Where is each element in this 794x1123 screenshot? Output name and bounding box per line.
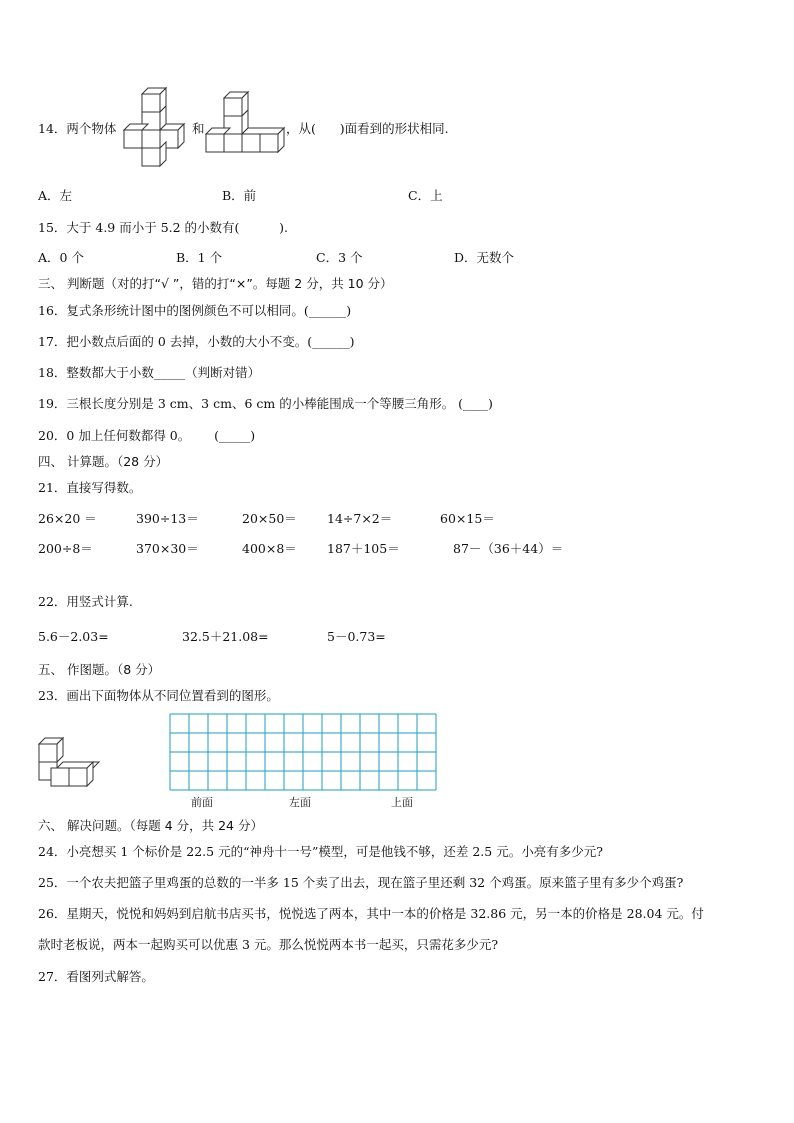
q14-prefix: 14．两个物体 (38, 121, 117, 136)
q21-r2-c1: 200÷8＝ (38, 541, 93, 556)
section-6-heading: 六、 解决问题。（每题 4 分，共 24 分） (38, 818, 263, 833)
q21-r1-c4: 14÷7×2＝ (327, 511, 393, 526)
q21-r2-c5: 87－（36＋44）＝ (453, 541, 564, 556)
q27: 27．看图列式解答。 (38, 969, 154, 984)
q21-r2-c3: 400×8＝ (242, 541, 297, 556)
q15-option-c: C．3 个 (316, 250, 363, 265)
q26-line-2: 款时老板说，两本一起购买可以优惠 3 元。那么悦悦两本书一起买，只需花多少元? (38, 937, 499, 952)
q17: 17．把小数点后面的 0 去掉，小数的大小不变。(______) (38, 334, 355, 349)
q23-cube-object (37, 738, 99, 792)
q15-option-b: B．1 个 (176, 250, 223, 265)
q22-title: 22．用竖式计算. (38, 594, 133, 609)
q21-r2-c2: 370×30＝ (136, 541, 199, 556)
q23-title: 23．画出下面物体从不同位置看到的图形。 (38, 688, 279, 703)
cube-object-2 (204, 92, 284, 164)
q21-r1-c2: 390÷13＝ (136, 511, 199, 526)
q16: 16．复式条形统计图中的图例颜色不可以相同。(______) (38, 303, 352, 318)
q15-option-d: D．无数个 (454, 250, 515, 265)
cube-object-1 (122, 84, 192, 174)
q21-r1-c1: 26×20 ＝ (38, 511, 97, 526)
q18: 18．整数都大于小数_____（判断对错） (38, 365, 261, 380)
q25: 25．一个农夫把篮子里鸡蛋的总数的一半多 15 个卖了出去，现在篮子里还剩 32 个鸡蛋。原来篮子里有多少个鸡蛋? (38, 875, 684, 890)
q24: 24．小亮想买 1 个标价是 22.5 元的“神舟十一号”模型，可是他钱不够，还差 2.5 元。小亮有多少元? (38, 844, 603, 859)
q26-line-1: 26．星期天，悦悦和妈妈到启航书店买书，悦悦选了两本，其中一本的价格是 32.86 元，另一本的价格是 28.04 元。付 (38, 906, 704, 921)
q14-mid: 和 (192, 121, 205, 136)
q22-item-2: 32.5＋21.08= (182, 629, 269, 644)
q14-option-c: C．上 (408, 188, 443, 203)
q21-r1-c3: 20×50＝ (242, 511, 297, 526)
q22-item-3: 5－0.73= (327, 629, 386, 644)
q15-option-a: A．0 个 (38, 250, 84, 265)
q23-drawing-grid[interactable] (170, 714, 436, 790)
section-5-heading: 五、 作图题。（8 分） (38, 662, 161, 677)
section-4-heading: 四、 计算题。（28 分） (38, 454, 169, 469)
q14-option-b: B．前 (222, 188, 257, 203)
q23-label-front: 前面 (191, 796, 213, 809)
q21-r1-c5: 60×15＝ (440, 511, 495, 526)
section-3-heading: 三、 判断题（对的打“√ ”，错的打“×”。每题 2 分，共 10 分） (38, 276, 393, 291)
q23-label-top: 上面 (391, 796, 413, 809)
q22-item-1: 5.6－2.03= (38, 629, 109, 644)
q14-option-a: A．左 (38, 188, 73, 203)
q23-label-left: 左面 (289, 796, 311, 809)
q21-r2-c4: 187＋105＝ (327, 541, 400, 556)
q21-title: 21．直接写得数。 (38, 480, 142, 495)
q15-text: 15．大于 4.9 而小于 5.2 的小数有( ). (38, 220, 289, 235)
q19: 19．三根长度分别是 3 cm、3 cm、6 cm 的小棒能围成一个等腰三角形。 (____) (38, 396, 493, 411)
q14-suffix: ，从( )面看到的形状相同. (286, 121, 449, 136)
q20: 20．0 加上任何数都得 0。 (_____) (38, 428, 256, 443)
